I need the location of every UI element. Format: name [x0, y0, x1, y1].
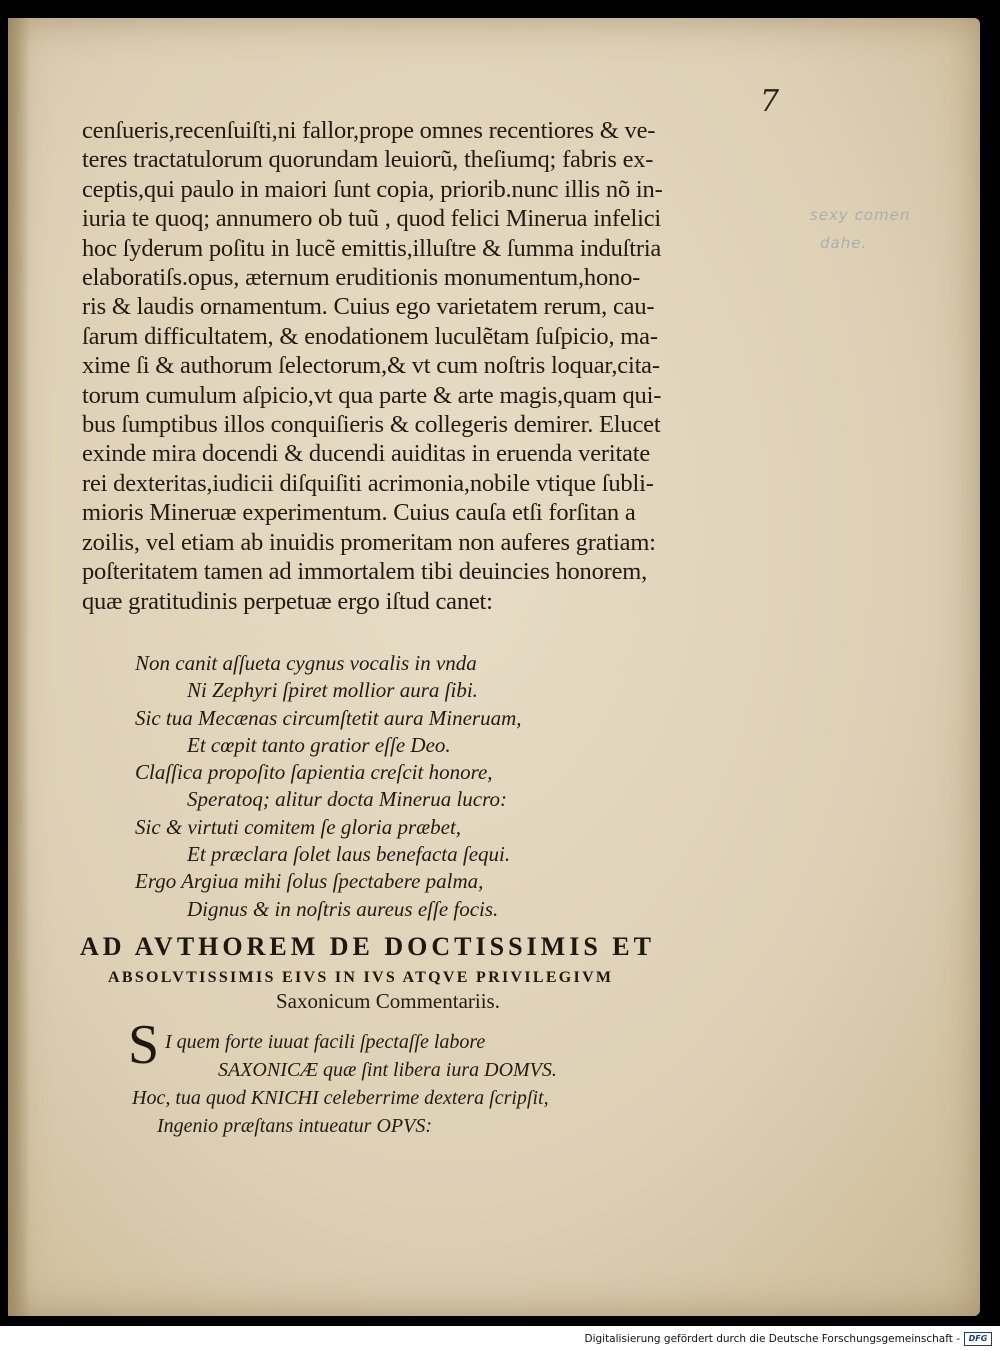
prose-line: ris & laudis ornamentum. Cuius ego varietatem rerum, cau- — [82, 293, 655, 321]
dfg-logo: DFG — [964, 1332, 992, 1346]
verse-line: Ni Zephyri ſpiret mollior aura ſibi. — [187, 678, 478, 703]
verse-line: Et cœpit tanto gratior eſſe Deo. — [187, 732, 451, 757]
prose-line: exinde mira docendi & ducendi auiditas in eruenda veritate — [82, 440, 651, 468]
verse-line: Claſſica propoſito ſapientia creſcit honore, — [135, 760, 493, 785]
verse-line: Dignus & in noſtris aureus eſſe focis. — [187, 896, 499, 921]
funding-notice: Digitalisierung gefördert durch die Deutsche Forschungsgemeinschaft - — [584, 1333, 960, 1345]
prose-line: ſarum difficultatem, & enodationem luculẽtam ſuſpicio, ma- — [82, 322, 658, 350]
prose-line: iuria te quoq; annumero ob tuũ , quod felici Minerua infelici — [82, 205, 662, 233]
margin-note: sexy comen — [810, 206, 911, 224]
verse-line: Sic & virtuti comitem ſe gloria præbet, — [135, 814, 462, 839]
prose-line: teres tractatulorum quorundam leuiorũ, theſiumq; fabris ex- — [82, 146, 654, 174]
poem-line: SAXONICÆ quæ ſint libera iura DOMVS. — [218, 1059, 557, 1081]
prose-line: bus ſumptibus illos conquiſieris & collegeris demirer. Elucet — [82, 411, 661, 439]
margin-note: dahe. — [820, 234, 868, 252]
footer-bar — [0, 1326, 1000, 1351]
page-number: 7 — [760, 84, 780, 119]
prose-line: zoilis, vel etiam ab inuidis promeritam non auferes gratiam: — [82, 528, 656, 556]
prose-line: rei dexteritas,iudicii diſquiſiti acrimonia,nobile vtique ſubli- — [82, 469, 654, 497]
prose-line: mioris Mineruæ experimentum. Cuius cauſa etſi forſitan a — [82, 499, 636, 527]
prose-line: quæ gratitudinis perpetuæ ergo iſtud canet: — [82, 587, 493, 615]
prose-line: torum cumulum aſpicio,vt qua parte & arte magis,quam qui- — [82, 381, 662, 409]
section-subheading-tail: Saxonicum Commentariis. — [276, 989, 500, 1013]
prose-line: elaboratiſs.opus, æternum eruditionis monumentum,hono- — [82, 264, 641, 292]
verse-line: Non canit aſſueta cygnus vocalis in vnda — [135, 651, 477, 675]
verse-line: Sic tua Mecænas circumſtetit aura Mineruam, — [135, 705, 522, 730]
page-gutter-shadow — [8, 18, 30, 1316]
prose-line: xime ſi & authorum ſelectorum,& vt cum noſtris loquar,cita- — [82, 352, 660, 380]
verse-line: Ergo Argiua mihi ſolus ſpectabere palma, — [135, 869, 484, 894]
verse-line: Et præclara ſolet laus benefacta ſequi. — [187, 842, 511, 867]
prose-line: cenſueris,recenſuiſti,ni fallor,prope omnes recentiores & ve- — [82, 117, 656, 144]
drop-cap: S — [128, 1014, 160, 1076]
prose-line: hoc ſyderum poſitu in lucẽ emittis,illuſtre & ſumma induſtria — [82, 234, 662, 262]
prose-line: ceptis,qui paulo in maiori ſunt copia, priorib.nunc illis nõ in- — [82, 175, 663, 203]
poem-line: Ingenio præſtans intueatur OPVS: — [157, 1115, 432, 1137]
book-page — [8, 18, 980, 1316]
section-heading: AD AVTHOREM DE DOCTISSIMIS ET — [80, 932, 655, 961]
prose-block — [82, 116, 782, 616]
verse-line: Speratoq; alitur docta Minerua lucro: — [187, 787, 508, 812]
poem-block — [132, 1028, 557, 1140]
poem-line: Hoc, tua quod KNICHI celeberrime dextera ſcripſit, — [132, 1087, 549, 1109]
section-subheading: ABSOLVTISSIMIS EIVS IN IVS ATQVE PRIVILEGIVM — [108, 969, 614, 986]
verse-block — [135, 650, 522, 923]
prose-line: poſteritatem tamen ad immortalem tibi deuincies honorem, — [82, 558, 648, 586]
poem-line: I quem forte iuuat facili ſpectaſſe labore — [165, 1031, 486, 1053]
